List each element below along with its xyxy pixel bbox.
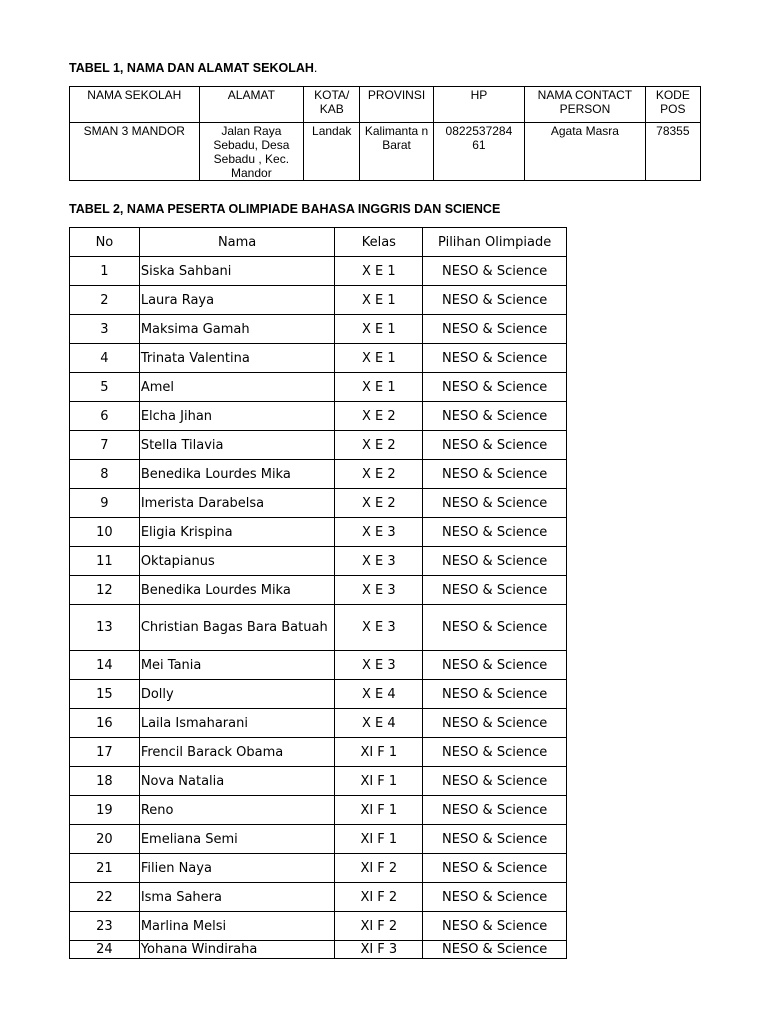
cell-pilihan-olimpiade: NESO & Science	[423, 709, 567, 738]
cell-no: 3	[70, 315, 140, 344]
cell-nama: Dolly	[139, 680, 335, 709]
header-nama-sekolah: NAMA SEKOLAH	[70, 87, 200, 123]
cell-kelas: XI F 2	[335, 912, 423, 941]
cell-pilihan-olimpiade: NESO & Science	[423, 315, 567, 344]
table-row	[70, 709, 567, 738]
cell-pilihan-olimpiade: NESO & Science	[423, 825, 567, 854]
table-row	[70, 767, 567, 796]
cell-no: 21	[70, 854, 140, 883]
cell-no: 8	[70, 460, 140, 489]
cell-no: 20	[70, 825, 140, 854]
cell-kelas: X E 1	[335, 286, 423, 315]
cell-kelas: X E 3	[335, 547, 423, 576]
table-row	[70, 489, 567, 518]
cell-pilihan-olimpiade: NESO & Science	[423, 796, 567, 825]
table-row	[70, 825, 567, 854]
table-row	[70, 402, 567, 431]
cell-pilihan-olimpiade: NESO & Science	[423, 489, 567, 518]
cell-no: 10	[70, 518, 140, 547]
header-provinsi: PROVINSI	[360, 87, 433, 123]
table-row	[70, 912, 567, 941]
cell-kota-kab: Landak	[304, 123, 360, 181]
cell-kelas: XI F 1	[335, 738, 423, 767]
cell-nama: Isma Sahera	[139, 883, 335, 912]
cell-kelas: X E 3	[335, 518, 423, 547]
cell-kode-pos: 78355	[645, 123, 700, 181]
cell-nama-sekolah: SMAN 3 MANDOR	[70, 123, 200, 181]
cell-nama: Maksima Gamah	[139, 315, 335, 344]
cell-no: 14	[70, 651, 140, 680]
cell-kelas: X E 4	[335, 680, 423, 709]
cell-kelas: X E 2	[335, 431, 423, 460]
cell-kelas: X E 1	[335, 373, 423, 402]
table-row	[70, 286, 567, 315]
table-row	[70, 738, 567, 767]
cell-nama: Benedika Lourdes Mika	[139, 576, 335, 605]
cell-kelas: X E 2	[335, 460, 423, 489]
table2-body	[70, 257, 567, 959]
cell-nama: Benedika Lourdes Mika	[139, 460, 335, 489]
table-row	[70, 315, 567, 344]
cell-kelas: X E 2	[335, 489, 423, 518]
cell-pilihan-olimpiade: NESO & Science	[423, 883, 567, 912]
header-no: No	[70, 228, 140, 257]
cell-nama: Yohana Windiraha	[139, 941, 335, 959]
cell-alamat: Jalan Raya Sebadu, Desa Sebadu , Kec. Mandor	[199, 123, 303, 181]
cell-no: 13	[70, 605, 140, 651]
table1-header-row	[70, 87, 701, 123]
cell-no: 5	[70, 373, 140, 402]
cell-kelas: XI F 1	[335, 825, 423, 854]
cell-kelas: X E 1	[335, 315, 423, 344]
cell-pilihan-olimpiade: NESO & Science	[423, 518, 567, 547]
cell-nama: Eligia Krispina	[139, 518, 335, 547]
cell-no: 18	[70, 767, 140, 796]
cell-nama: Amel	[139, 373, 335, 402]
cell-nama: Christian Bagas Bara Batuah	[139, 605, 335, 651]
cell-nama: Frencil Barack Obama	[139, 738, 335, 767]
table-row	[70, 547, 567, 576]
header-contact-person: NAMA CONTACT PERSON	[525, 87, 646, 123]
cell-no: 11	[70, 547, 140, 576]
cell-nama: Oktapianus	[139, 547, 335, 576]
cell-kelas: X E 3	[335, 651, 423, 680]
cell-kelas: XI F 2	[335, 854, 423, 883]
table-row	[70, 651, 567, 680]
cell-no: 1	[70, 257, 140, 286]
table-row	[70, 518, 567, 547]
cell-no: 17	[70, 738, 140, 767]
cell-no: 15	[70, 680, 140, 709]
cell-pilihan-olimpiade: NESO & Science	[423, 257, 567, 286]
header-alamat: ALAMAT	[199, 87, 303, 123]
cell-kelas: XI F 3	[335, 941, 423, 959]
cell-no: 16	[70, 709, 140, 738]
cell-nama: Imerista Darabelsa	[139, 489, 335, 518]
table-row	[70, 576, 567, 605]
cell-no: 22	[70, 883, 140, 912]
cell-pilihan-olimpiade: NESO & Science	[423, 431, 567, 460]
cell-no: 4	[70, 344, 140, 373]
cell-pilihan-olimpiade: NESO & Science	[423, 402, 567, 431]
table1-title-text: TABEL 1, NAMA DAN ALAMAT SEKOLAH	[69, 61, 314, 75]
table-row	[70, 373, 567, 402]
table-row	[70, 883, 567, 912]
cell-no: 2	[70, 286, 140, 315]
table2-title: TABEL 2, NAMA PESERTA OLIMPIADE BAHASA INGGRIS DAN SCIENCE	[69, 202, 501, 216]
cell-nama: Laura Raya	[139, 286, 335, 315]
cell-no: 12	[70, 576, 140, 605]
table-row	[70, 460, 567, 489]
cell-nama: Marlina Melsi	[139, 912, 335, 941]
table-row	[70, 344, 567, 373]
cell-pilihan-olimpiade: NESO & Science	[423, 854, 567, 883]
table-row	[70, 605, 567, 651]
cell-nama: Mei Tania	[139, 651, 335, 680]
cell-no: 19	[70, 796, 140, 825]
cell-nama: Emeliana Semi	[139, 825, 335, 854]
table-row	[70, 941, 567, 959]
table2-header-row	[70, 228, 567, 257]
cell-pilihan-olimpiade: NESO & Science	[423, 286, 567, 315]
cell-hp: 0822537284 61	[433, 123, 524, 181]
cell-nama: Stella Tilavia	[139, 431, 335, 460]
cell-kelas: X E 4	[335, 709, 423, 738]
table-row	[70, 431, 567, 460]
cell-nama: Laila Ismaharani	[139, 709, 335, 738]
cell-no: 9	[70, 489, 140, 518]
cell-kelas: XI F 1	[335, 796, 423, 825]
participants-table	[69, 227, 567, 959]
cell-nama: Trinata Valentina	[139, 344, 335, 373]
cell-pilihan-olimpiade: NESO & Science	[423, 605, 567, 651]
header-hp: HP	[433, 87, 524, 123]
cell-kelas: XI F 1	[335, 767, 423, 796]
cell-pilihan-olimpiade: NESO & Science	[423, 680, 567, 709]
table1-title	[69, 61, 317, 75]
cell-nama: Elcha Jihan	[139, 402, 335, 431]
header-kode-pos: KODE POS	[645, 87, 700, 123]
cell-kelas: XI F 2	[335, 883, 423, 912]
cell-nama: Nova Natalia	[139, 767, 335, 796]
cell-pilihan-olimpiade: NESO & Science	[423, 912, 567, 941]
cell-no: 7	[70, 431, 140, 460]
cell-pilihan-olimpiade: NESO & Science	[423, 738, 567, 767]
cell-nama: Filien Naya	[139, 854, 335, 883]
cell-kelas: X E 1	[335, 257, 423, 286]
header-kota-kab: KOTA/ KAB	[304, 87, 360, 123]
school-table	[69, 86, 701, 181]
cell-contact-person: Agata Masra	[525, 123, 646, 181]
cell-pilihan-olimpiade: NESO & Science	[423, 767, 567, 796]
cell-kelas: X E 3	[335, 576, 423, 605]
cell-pilihan-olimpiade: NESO & Science	[423, 344, 567, 373]
cell-pilihan-olimpiade: NESO & Science	[423, 651, 567, 680]
cell-kelas: X E 1	[335, 344, 423, 373]
cell-nama: Siska Sahbani	[139, 257, 335, 286]
table-row	[70, 854, 567, 883]
cell-kelas: X E 3	[335, 605, 423, 651]
header-nama: Nama	[139, 228, 335, 257]
cell-pilihan-olimpiade: NESO & Science	[423, 373, 567, 402]
header-kelas: Kelas	[335, 228, 423, 257]
cell-no: 6	[70, 402, 140, 431]
table1-data-row	[70, 123, 701, 181]
table1-title-suffix: .	[313, 61, 318, 75]
cell-provinsi: Kalimanta n Barat	[360, 123, 433, 181]
cell-pilihan-olimpiade: NESO & Science	[423, 941, 567, 959]
header-pilihan-olimpiade: Pilihan Olimpiade	[423, 228, 567, 257]
cell-nama: Reno	[139, 796, 335, 825]
cell-no: 23	[70, 912, 140, 941]
cell-kelas: X E 2	[335, 402, 423, 431]
table-row	[70, 796, 567, 825]
cell-pilihan-olimpiade: NESO & Science	[423, 460, 567, 489]
cell-no: 24	[70, 941, 140, 959]
cell-pilihan-olimpiade: NESO & Science	[423, 547, 567, 576]
table-row	[70, 257, 567, 286]
cell-pilihan-olimpiade: NESO & Science	[423, 576, 567, 605]
table-row	[70, 680, 567, 709]
